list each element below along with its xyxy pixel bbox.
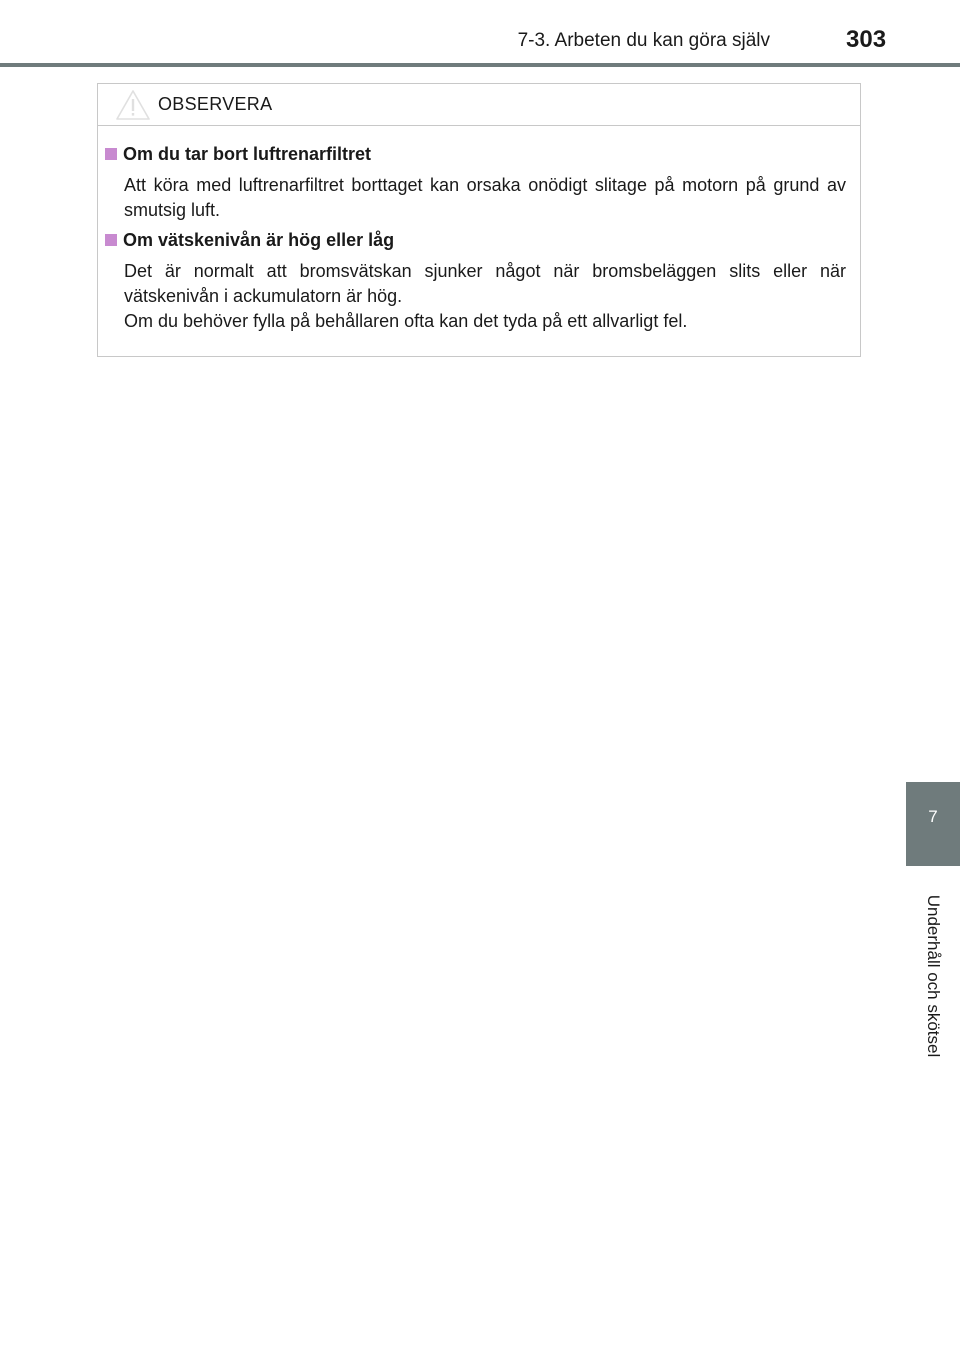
section-heading-text: Om vätskenivån är hög eller låg	[123, 230, 395, 250]
section-paragraph: Det är normalt att bromsvätskan sjunker något när bromsbeläggen slits eller när vätskenivån i ackumulatorn är hög.	[124, 261, 846, 306]
page-number: 303	[846, 26, 887, 53]
section-heading-text: Om du tar bort luftrenarfiltret	[123, 144, 372, 164]
chapter-title: Underhåll och skötsel	[924, 894, 943, 1058]
section-paragraph: Att köra med luftrenarfiltret borttaget kan orsaka onödigt slitage på motorn på grund av smutsig luft.	[124, 175, 846, 220]
section-heading	[105, 230, 394, 251]
warning-triangle-icon	[115, 89, 151, 121]
notice-box	[97, 83, 861, 357]
bullet-square-icon	[105, 234, 117, 246]
section-paragraph: Om du behöver fylla på behållaren ofta kan det tyda på ett allvarligt fel.	[124, 311, 688, 331]
section-title: 7-3. Arbeten du kan göra själv	[517, 30, 770, 51]
notice-header	[98, 84, 860, 126]
header-rule	[0, 63, 960, 67]
section-heading	[105, 144, 371, 165]
chapter-tab	[906, 782, 960, 866]
notice-title: OBSERVERA	[158, 94, 273, 114]
bullet-square-icon	[105, 148, 117, 160]
chapter-number: 7	[928, 807, 938, 826]
